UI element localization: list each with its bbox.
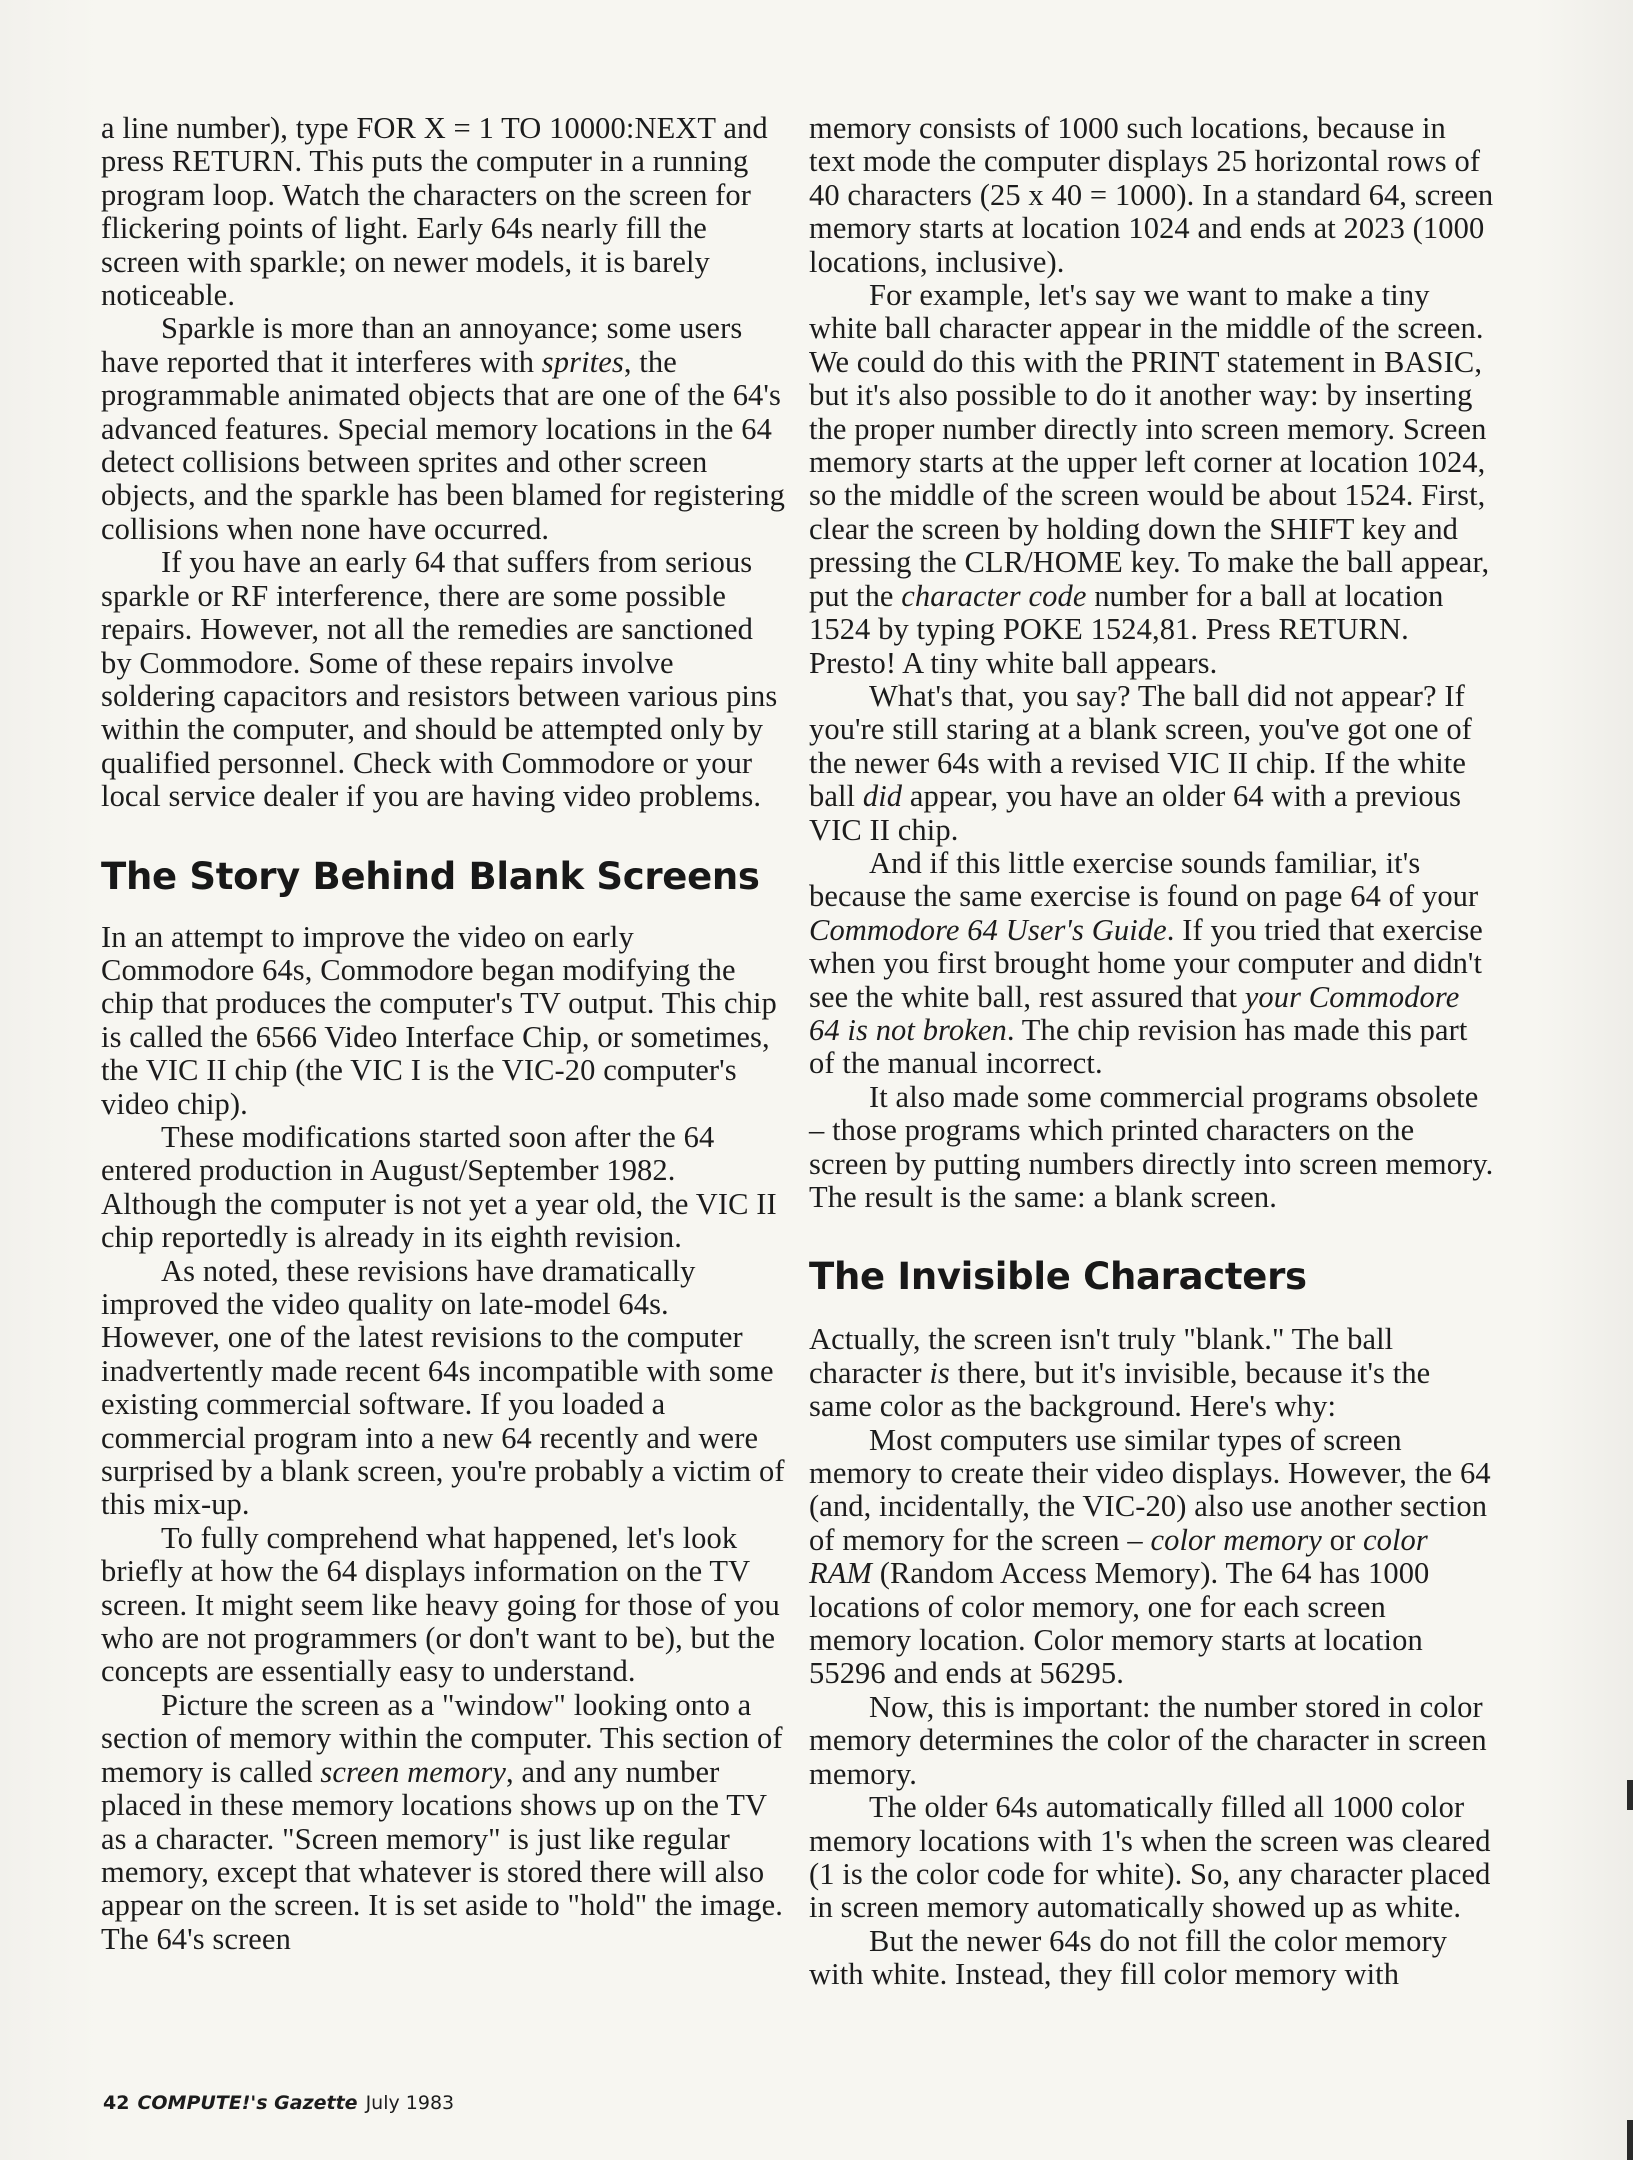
issue-date: July 1983 [365, 2092, 455, 2114]
left-column [101, 112, 787, 1956]
paragraph: Most computers use similar types of screen memory to create their video displays. However, the 64 (and, incidentally, the VIC-20) also use another section of memory for the screen – color memory or color RAM (Random Access Memory). The 64 has 1000 locations of color memory, one for each screen memory location. Color memory starts at location 55296 and ends at 56295. [809, 1422, 1491, 1691]
scan-edge-mark [1627, 1780, 1633, 1810]
publication-name: COMPUTE!'s Gazette [137, 2092, 358, 2114]
paragraph: Sparkle is more than an annoyance; some users have reported that it interferes with sprites, the programmable animated objects that are one of the 64's advanced features. Special memory locations in the 64 detect collisions between sprites and other screen objects, and the sparkle has been blamed for registering collisions when none have occurred. [101, 311, 785, 546]
paragraph: For example, let's say we want to make a tiny white ball character appear in the middle of the screen. We could do this with the PRINT statement in BASIC, but it's also possible to do it another way: by inserting the proper number directly into screen memory. Screen memory starts at the upper left corner at location 1024, so the middle of the screen would be about 1524. First, clear the screen by holding down the SHIFT key and pressing the CLR/HOME key. To make the ball appear, put the character code number for a ball at location 1524 by typing POKE 1524,81. Press RETURN. Presto! A tiny white ball appears. [809, 278, 1490, 680]
page-number: 42 [103, 2092, 130, 2114]
paragraph: It also made some commercial programs obsolete – those programs which printed characters on the screen by putting numbers directly into screen memory. The result is the same: a blank screen. [809, 1079, 1494, 1214]
paragraph: And if this little exercise sounds familiar, it's because the same exercise is found on page 64 of your Commodore 64 User's Guide. If you tried that exercise when you first brought home your computer and didn't see the white ball, rest assured that your Commodore 64 is not broken. The chip revision has made this part of the manual incorrect. [809, 845, 1483, 1081]
paragraph: memory consists of 1000 such locations, because in text mode the computer displays 25 horizontal rows of 40 characters (25 x 40 = 1000). In a standard 64, screen memory starts at location 1024 and ends at 2023 (1000 locations, inclusive). [809, 111, 1494, 279]
right-column [809, 112, 1495, 1992]
paragraph: a line number), type FOR X = 1 TO 10000:NEXT and press RETURN. This puts the computer in a running program loop. Watch the characters on the screen for flickering points of light. Early 64s nearly fill the screen with sparkle; on newer models, it is barely noticeable. [101, 111, 768, 313]
paragraph: To fully comprehend what happened, let's look briefly at how the 64 displays information on the TV screen. It might seem like heavy going for those of you who are not programmers (or don't want to be), but the concepts are essentially easy to understand. [101, 1520, 780, 1689]
paragraph: The older 64s automatically filled all 1000 color memory locations with 1's when the screen was cleared (1 is the color code for white). So, any character placed in screen memory automatically showed up as white. [809, 1790, 1491, 1925]
paragraph: Actually, the screen isn't truly "blank." The ball character is there, but it's invisible, because it's the same color as the background. Here's why: [809, 1322, 1431, 1424]
paragraph: What's that, you say? The ball did not appear? If you're still staring at a blank screen, you've got one of the newer 64s with a revised VIC II chip. If the white ball did appear, you have an older 64 with a previous VIC II chip. [809, 678, 1472, 847]
scan-edge-mark [1627, 2120, 1633, 2160]
paragraph: In an attempt to improve the video on early Commodore 64s, Commodore began modifying the chip that produces the computer's TV output. This chip is called the 6566 Video Interface Chip, or sometimes, the VIC II chip (the VIC I is the VIC-20 computer's video chip). [101, 919, 777, 1121]
paragraph: Picture the screen as a "window" looking onto a section of memory within the computer. This section of memory is called screen memory, and any number placed in these memory locations shows up on the TV as a character. "Screen memory" is just like regular memory, except that whatever is stored there will also appear on the screen. It is set aside to "hold" the image. The 64's screen [101, 1687, 783, 1956]
section-heading-blank-screens: The Story Behind Blank Screens [101, 854, 760, 898]
paragraph: As noted, these revisions have dramatically improved the video quality on late-model 64s. However, one of the latest revisions to the computer inadvertently made recent 64s incompatible with some existing commercial software. If you loaded a commercial program into a new 64 recently and were surprised by a blank screen, you're probably a victim of this mix-up. [101, 1253, 785, 1522]
page-footer [103, 2092, 454, 2114]
paragraph: Now, this is important: the number stored in color memory determines the color of the character in screen memory. [809, 1689, 1487, 1791]
paragraph: If you have an early 64 that suffers from serious sparkle or RF interference, there are some possible repairs. However, not all the remedies are sanctioned by Commodore. Some of these repairs involve soldering capacitors and resistors between various pins within the computer, and should be attempted only by qualified personnel. Check with Commodore or your local service dealer if you are having video problems. [101, 545, 778, 814]
paragraph: These modifications started soon after the 64 entered production in August/September 1982. Although the computer is not yet a year old, the VIC II chip reportedly is already in its eighth revision. [101, 1119, 777, 1255]
section-heading-invisible-characters: The Invisible Characters [809, 1255, 1307, 1299]
paragraph: But the newer 64s do not fill the color memory with white. Instead, they fill color memory with [809, 1923, 1448, 1992]
